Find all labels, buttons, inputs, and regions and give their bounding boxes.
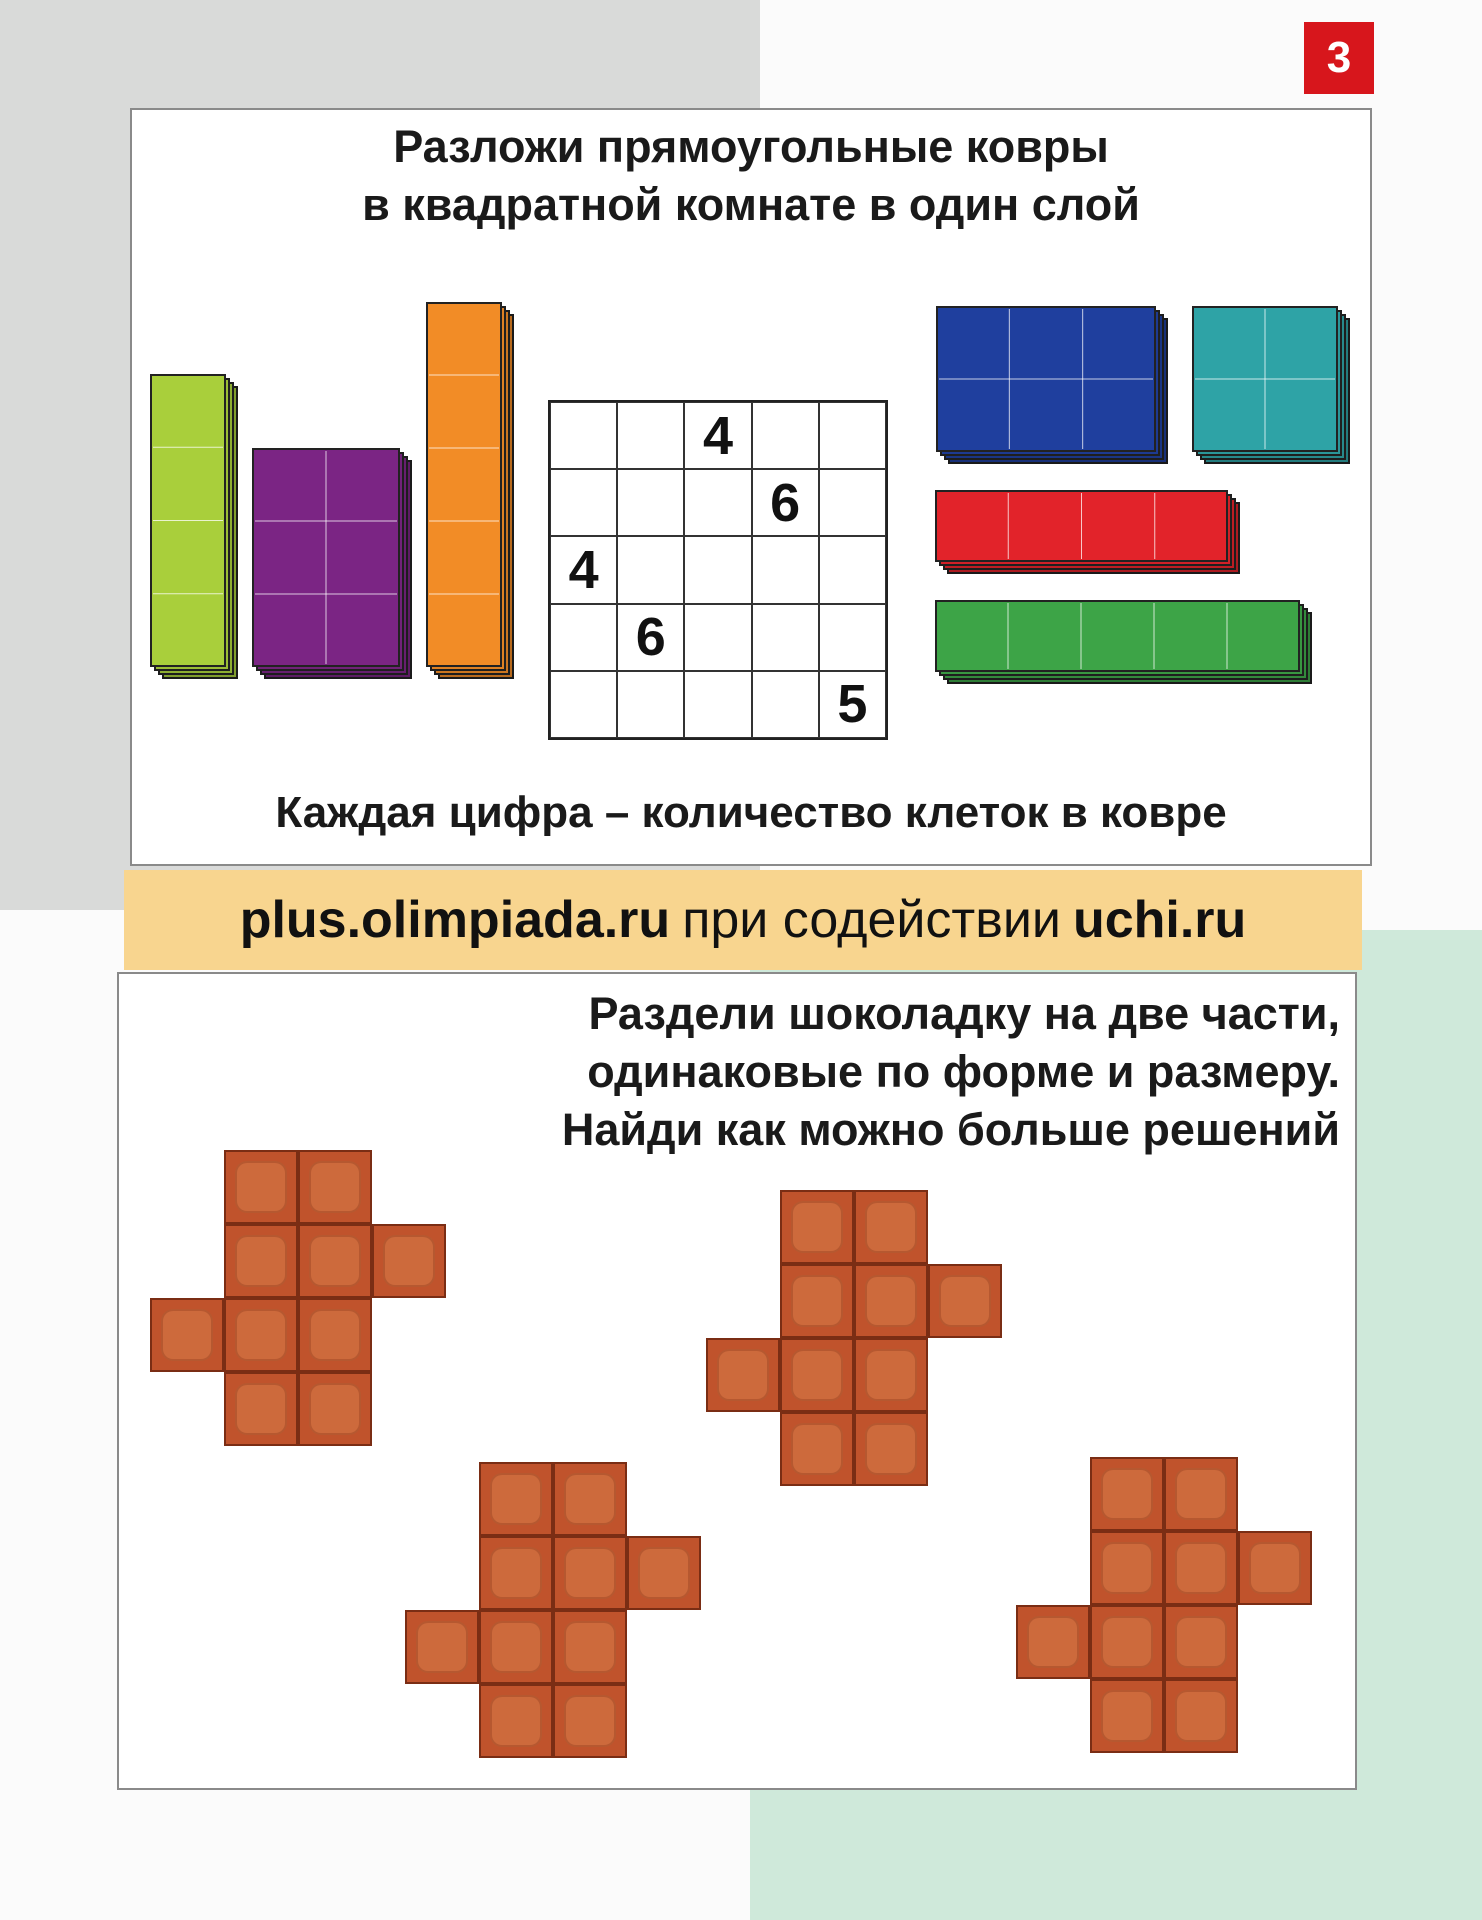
rug-cell-lines <box>935 600 1300 672</box>
chocolate-piece[interactable] <box>224 1224 298 1298</box>
grid-cell[interactable] <box>617 469 684 536</box>
grid-cell[interactable] <box>819 604 886 671</box>
chocolate-piece[interactable] <box>372 1224 446 1298</box>
site-link[interactable]: plus.olimpiada.ru <box>239 891 671 949</box>
chocolate-piece[interactable] <box>553 1684 627 1758</box>
chocolate-piece[interactable] <box>854 1264 928 1338</box>
chocolate-piece[interactable] <box>479 1610 553 1684</box>
chocolate-piece[interactable] <box>224 1298 298 1372</box>
chocolate-piece[interactable] <box>1238 1531 1312 1605</box>
grid-cell[interactable] <box>684 536 751 603</box>
chocolate-piece[interactable] <box>1164 1679 1238 1753</box>
rug-purple[interactable] <box>252 448 400 667</box>
chocolate-piece[interactable] <box>854 1412 928 1486</box>
rug-blue[interactable] <box>936 306 1156 452</box>
rug-cell-lines <box>150 374 226 667</box>
rug-cell-lines <box>1192 306 1338 452</box>
chocolate-piece[interactable] <box>627 1536 701 1610</box>
chocolate-puzzle-title <box>300 985 1340 1159</box>
chocolate-piece[interactable] <box>1090 1679 1164 1753</box>
title-line: в квадратной комнате в один слой <box>362 179 1140 230</box>
chocolate-piece[interactable] <box>405 1610 479 1684</box>
sponsor-banner <box>124 870 1362 970</box>
grid-cell[interactable] <box>617 402 684 469</box>
grid-cell[interactable] <box>819 536 886 603</box>
chocolate-piece[interactable] <box>780 1338 854 1412</box>
chocolate-piece[interactable] <box>854 1190 928 1264</box>
chocolate-piece[interactable] <box>479 1462 553 1536</box>
grid-cell[interactable] <box>752 536 819 603</box>
title-line: одинаковые по форме и размеру. <box>587 1046 1340 1097</box>
chocolate-piece[interactable] <box>224 1150 298 1224</box>
grid-cell[interactable]: 6 <box>752 469 819 536</box>
chocolate-piece[interactable] <box>1164 1531 1238 1605</box>
rug-green[interactable] <box>935 600 1300 672</box>
rug-orange[interactable] <box>426 302 502 667</box>
grid-cell[interactable] <box>550 402 617 469</box>
chocolate-piece[interactable] <box>780 1264 854 1338</box>
room-grid <box>548 400 888 740</box>
chocolate-piece[interactable] <box>780 1190 854 1264</box>
chocolate-piece[interactable] <box>854 1338 928 1412</box>
grid-cell[interactable]: 4 <box>684 402 751 469</box>
chocolate-piece[interactable] <box>928 1264 1002 1338</box>
grid-cell[interactable] <box>617 536 684 603</box>
rug-cell-lines <box>936 306 1156 452</box>
grid-cell[interactable] <box>550 604 617 671</box>
grid-cell[interactable] <box>684 671 751 738</box>
chocolate-piece[interactable] <box>1090 1457 1164 1531</box>
chocolate-piece[interactable] <box>298 1298 372 1372</box>
chocolate-piece[interactable] <box>298 1224 372 1298</box>
grid-cell[interactable] <box>752 402 819 469</box>
chocolate-piece[interactable] <box>479 1684 553 1758</box>
grid-cell[interactable] <box>752 604 819 671</box>
chocolate-piece[interactable] <box>553 1536 627 1610</box>
grid-cell[interactable]: 6 <box>617 604 684 671</box>
grid-cell[interactable]: 5 <box>819 671 886 738</box>
rug-cell-lines <box>935 490 1228 562</box>
rug-lime[interactable] <box>150 374 226 667</box>
title-line: Найди как можно больше решений <box>561 1104 1340 1155</box>
chocolate-piece[interactable] <box>706 1338 780 1412</box>
chocolate-piece[interactable] <box>553 1610 627 1684</box>
chocolate-piece[interactable] <box>1090 1605 1164 1679</box>
chocolate-piece[interactable] <box>298 1372 372 1446</box>
rug-red[interactable] <box>935 490 1228 562</box>
rug-cell-lines <box>252 448 400 667</box>
rug-cell-lines <box>426 302 502 667</box>
title-line: Раздели шоколадку на две части, <box>588 988 1340 1039</box>
grid-cell[interactable] <box>550 469 617 536</box>
partner-link[interactable]: uchi.ru <box>1072 891 1247 949</box>
chocolate-piece[interactable] <box>224 1372 298 1446</box>
chocolate-piece[interactable] <box>553 1462 627 1536</box>
rug-teal[interactable] <box>1192 306 1338 452</box>
grid-cell[interactable]: 4 <box>550 536 617 603</box>
chocolate-piece[interactable] <box>1164 1457 1238 1531</box>
banner-middle-text: при содействии <box>682 891 1061 949</box>
chocolate-piece[interactable] <box>1164 1605 1238 1679</box>
chocolate-piece[interactable] <box>1016 1605 1090 1679</box>
chocolate-piece[interactable] <box>1090 1531 1164 1605</box>
chocolate-piece[interactable] <box>479 1536 553 1610</box>
grid-cell[interactable] <box>550 671 617 738</box>
grid-cell[interactable] <box>684 604 751 671</box>
grid-cell[interactable] <box>819 402 886 469</box>
grid-cell[interactable] <box>617 671 684 738</box>
carpet-puzzle-hint: Каждая цифра – количество клеток в ковре <box>275 788 1227 837</box>
chocolate-piece[interactable] <box>780 1412 854 1486</box>
carpet-puzzle-title <box>130 118 1372 234</box>
grid-cell[interactable] <box>819 469 886 536</box>
page-number: 3 <box>1304 22 1374 94</box>
title-line: Разложи прямоугольные ковры <box>393 121 1109 172</box>
grid-cell[interactable] <box>684 469 751 536</box>
chocolate-piece[interactable] <box>298 1150 372 1224</box>
grid-cell[interactable] <box>752 671 819 738</box>
chocolate-piece[interactable] <box>150 1298 224 1372</box>
